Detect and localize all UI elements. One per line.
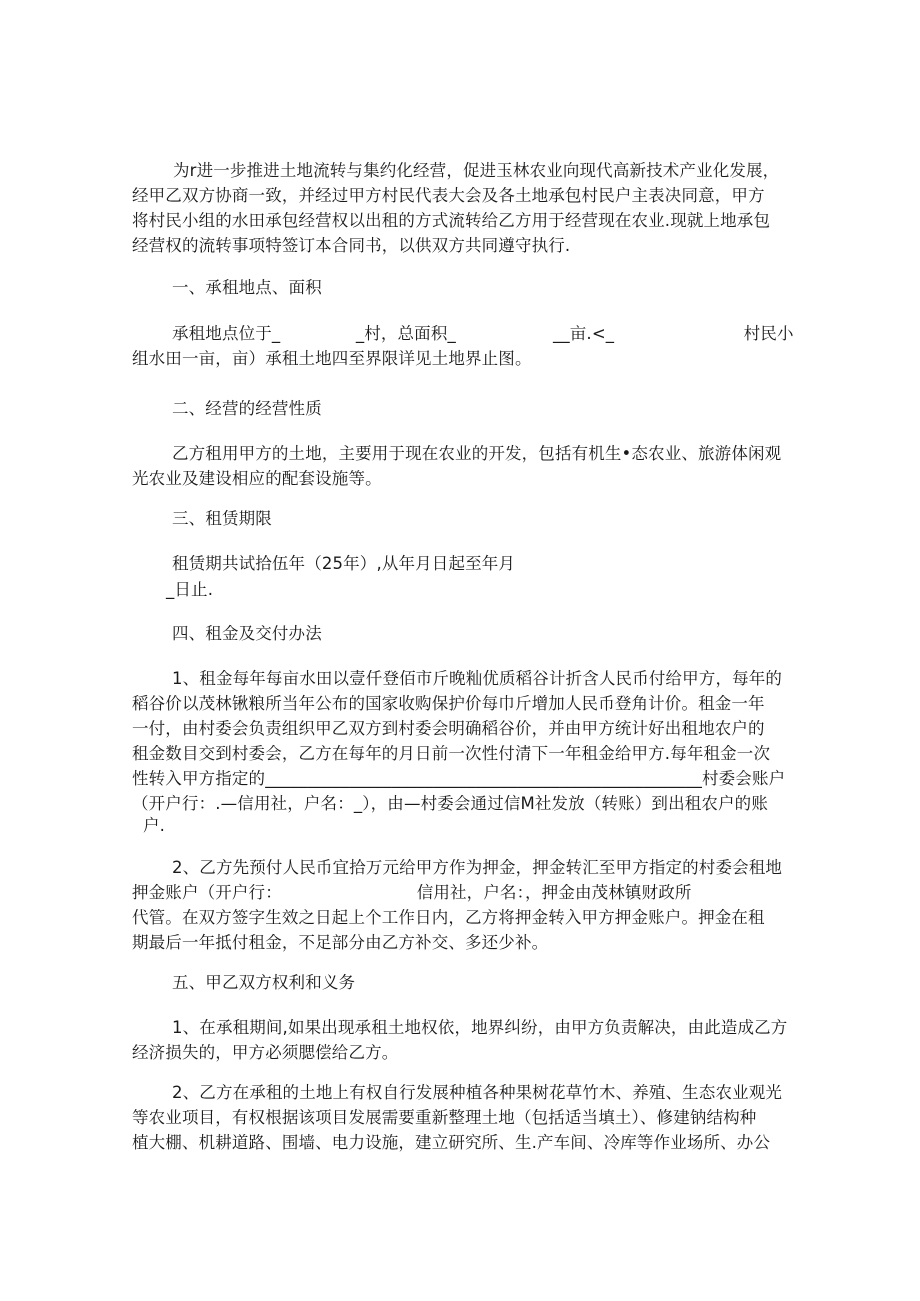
section-heading-4: 四、租金及交付办法	[172, 624, 322, 643]
section-5-item-1-line-2: 经济损失的，甲方必须腮偿给乙方。	[132, 1043, 399, 1062]
section-3-line-2: _日止.	[166, 580, 214, 599]
section-4-item-1-line-4: 租金数目交到村委会，乙方在每年的月日前一次性付清下一年租金给甲方.每年租金一次	[132, 744, 771, 763]
section-5-item-2-line-2: 等农业项目，有权根据该项目发展需要重新整理土地（包括适当填土）、修建钠结构种	[132, 1108, 757, 1127]
section-heading-1: 一、承租地点、面积	[172, 278, 322, 297]
section-5-item-2-line-1: 2、乙方在承租的土地上有权自行发展种植各种果树花草竹木、养殖、生态农业观光	[172, 1083, 783, 1102]
section-heading-3: 三、租赁期限	[172, 509, 272, 528]
section-heading-2: 二、经营的经营性质	[172, 399, 322, 418]
section-2-line-2: 光农业及建设相应的配套设施等。	[132, 469, 382, 488]
section-heading-5: 五、甲乙双方权利和义务	[172, 973, 356, 992]
section-4-item-1-line-1: 1、租金每年每亩水田以壹仟登佰市斤晚籼优质稻谷计折含人民币付给甲方，每年的	[172, 669, 783, 688]
paragraph-intro-line-1: 为r进一步推进土地流转与集约化经营，促进玉林农业向现代高新技术产业化发展，	[173, 161, 780, 180]
section-1-line-1: 承租地点位于_ _村，总面积_ __亩.<_ 村民小	[172, 324, 794, 343]
paragraph-intro-line-2: 经甲乙双方协商一致，并经过甲方村民代表大会及各土地承包村民户主表决同意，甲方	[132, 186, 765, 205]
section-4-item-2-line-2: 押金账户（开户行： 信用社，户名：，押金由茂林镇财政所	[132, 883, 692, 902]
section-4-item-2-line-1: 2、乙方先预付人民币宜拾万元给甲方作为押金，押金转汇至甲方指定的村委会租地	[172, 858, 783, 877]
section-4-item-1-line-2: 稻谷价以茂林锹粮所当年公布的国家收购保护价每巾斤增加人民币登角计价。租金一年	[132, 694, 765, 713]
section-4-item-1-line-5: 性转入甲方指定的____________________________________________________村委会账户	[132, 769, 786, 788]
paragraph-intro-line-4: 经营权的流转事项特签订本合同书，以供双方共同遵守执行.	[132, 236, 571, 255]
section-1-line-2: 组水田一亩，亩）承租土地四至界限详见土地界止图。	[132, 349, 532, 368]
section-5-item-2-line-3: 植大棚、机耕道路、围墙、电力设施，建立研究所、生.产车间、冷库等作业场所、办公	[132, 1133, 771, 1152]
section-5-item-1-line-1: 1、在承租期间,如果出现承租土地权依，地界纠纷，由甲方负责解决，由此造成乙方	[172, 1018, 788, 1037]
section-4-item-2-line-3: 代管。在双方签字生效之日起上个工作日内，乙方将押金转入甲方押金账户。押金在租	[132, 908, 765, 927]
section-4-item-1-line-6: （开户行：.—信用社，户名：_），由—村委会通过信M社发放（转账）到出租农户的账	[132, 794, 768, 813]
paragraph-intro-line-3: 将村民小组的水田承包经营权以出租的方式流转给乙方用于经营现在农业.现就上地承包	[132, 211, 771, 230]
section-4-item-1-line-3: 一付，由村委会负责组织甲乙双方到村委会明确稻谷价，并由甲方统计好出租地农户的	[132, 719, 765, 738]
section-4-item-1-line-7: 户.	[143, 816, 166, 835]
section-3-line-1: 租赁期共试拾伍年（25年）,从年月日起至年月	[172, 554, 516, 573]
section-4-item-2-line-4: 期最后一年抵付租金，不足部分由乙方补交、多还少补。	[132, 933, 549, 952]
section-2-line-1: 乙方租用甲方的土地，主要用于现在农业的开发，包括有机生•态农业、旅游体闲观	[172, 444, 782, 463]
